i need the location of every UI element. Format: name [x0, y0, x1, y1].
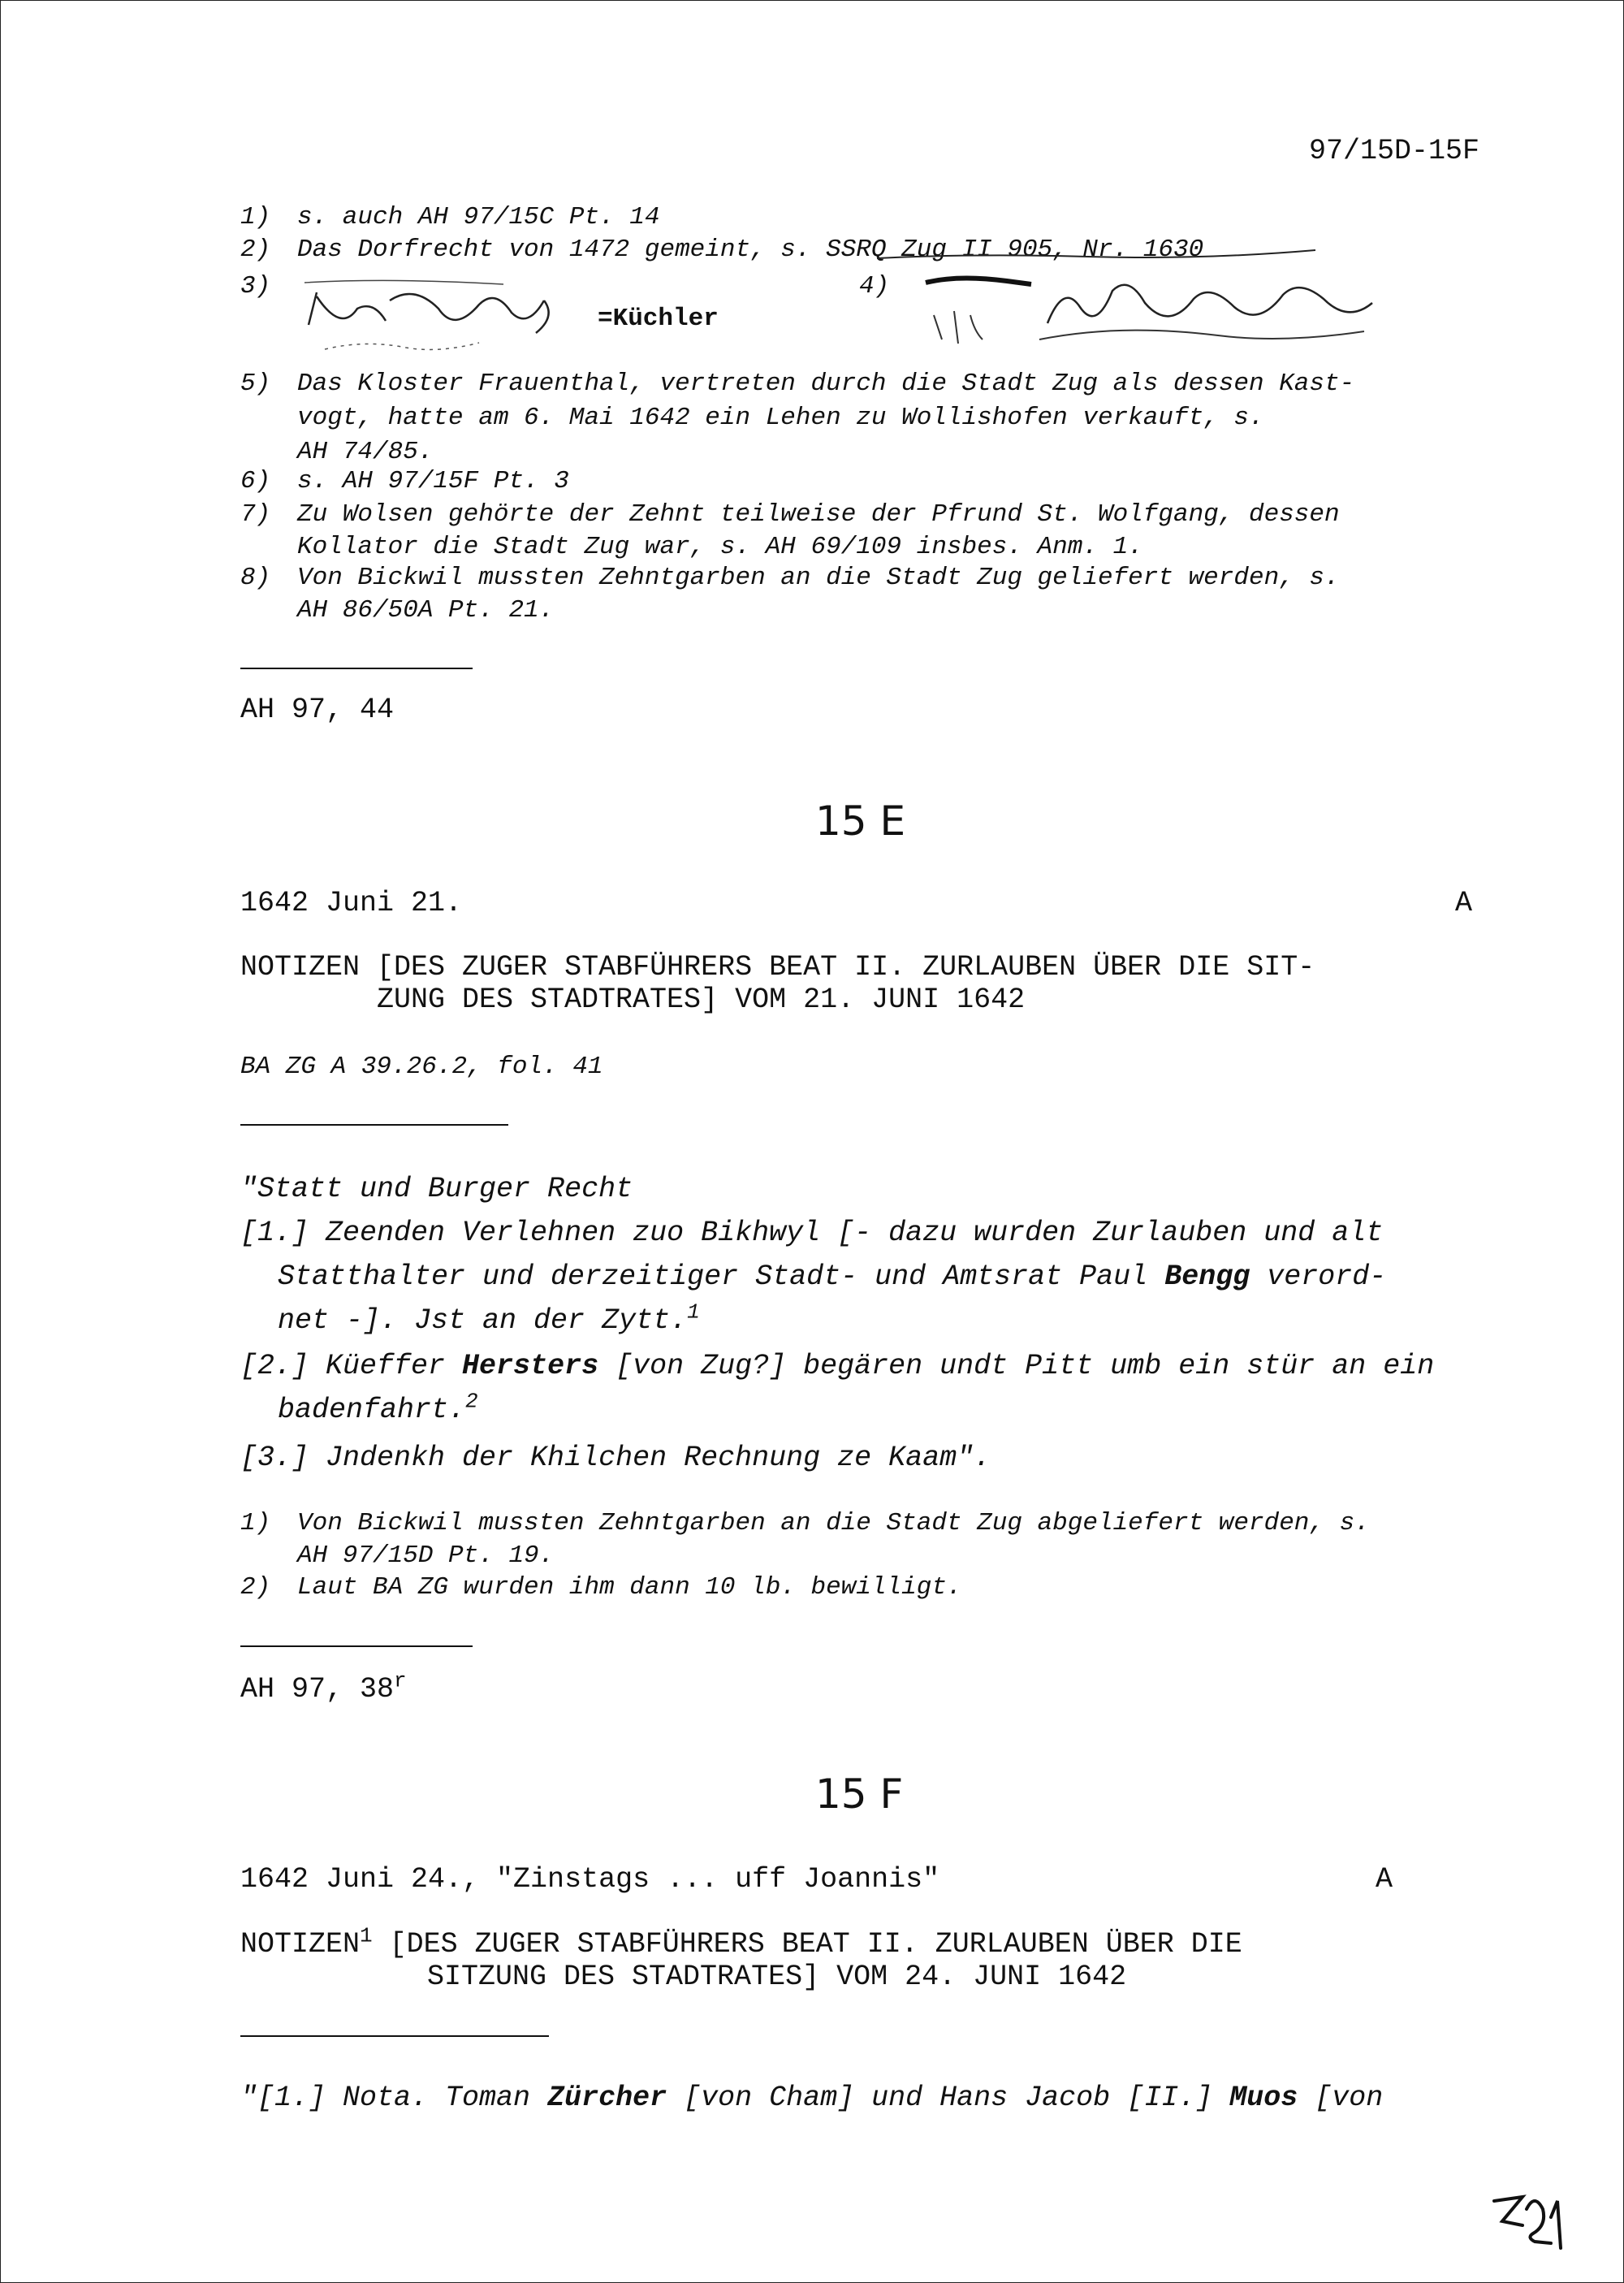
section-e-footnote-2: 2) Laut BA ZG wurden ihm dann 10 lb. bewilligt. — [240, 1573, 962, 1602]
page-reference: 97/15D-15F — [1308, 135, 1479, 167]
section-e-item-2-line-2: badenfahrt.$^2$ — [278, 1389, 478, 1426]
section-e-item-3: [3.] Jndenkh der Khilchen Rechnung ze Kaam". — [240, 1442, 991, 1474]
section-e-footnote-1: 1) Von Bickwil mussten Zehntgarben an die Stadt Zug abgeliefert werden, s. AH 97/15D Pt. 19. — [240, 1509, 1370, 1570]
section-f-item-1: "[1.] Nota. Toman Zürcher [von Cham] und Hans Jacob [II.] Muos [von — [240, 2082, 1384, 2114]
section-e-source: BA ZG A 39.26.2, fol. 41 — [240, 1053, 603, 1081]
handwritten-name-image-3 — [292, 276, 577, 357]
section-e-title-line-1: NOTIZEN [DES ZUGER STABFÜHRERS BEAT II. ZURLAUBEN ÜBER DIE SIT- — [240, 951, 1315, 984]
section-e-item-1-line-3: net -]. Jst an der Zytt.$^1$ — [278, 1299, 700, 1337]
underline-scribble — [877, 244, 1324, 268]
footnote-5: 5) Das Kloster Frauenthal, vertreten durch die Stadt Zug als dessen Kast- vogt, hatte am 6. Mai 1642 ein Lehen zu Wollishofen verkauft, s. AH 74/85. — [240, 370, 1355, 466]
footnote-2: 2) Das Dorfrecht von 1472 gemeint, s. SSRQ Zug II 905, Nr. 1630 — [240, 236, 1204, 264]
footnote-3-number: 3) — [240, 272, 271, 301]
section-e-mark: A — [1455, 887, 1473, 919]
divider — [240, 2035, 549, 2037]
section-e-title-line-2: ZUNG DES STADTRATES] VOM 21. JUNI 1642 — [377, 984, 1026, 1016]
footnote-8: 8) Von Bickwil mussten Zehntgarben an die Stadt Zug geliefert werden, s. AH 86/50A Pt. 21. — [240, 564, 1340, 625]
footnote-7: 7) Zu Wolsen gehörte der Zehnt teilweise der Pfrund St. Wolfgang, dessen Kollator die Stadt Zug war, s. AH 69/109 insbes. Anm. 1. — [240, 500, 1340, 561]
section-heading-15f: 15 F — [815, 1771, 904, 1818]
footnote-4-number: 4) — [859, 272, 890, 301]
section-e-item-1-line-1: [1.] Zeenden Verlehnen zuo Bikhwyl [- dazu wurden Zurlauben und alt — [240, 1217, 1384, 1249]
section-e-date: 1642 Juni 21. — [240, 887, 463, 919]
archive-reference-1: AH 97, 44 — [240, 694, 395, 726]
divider — [240, 1645, 473, 1647]
section-f-date: 1642 Juni 24., "Zinstags ... uff Joannis" — [240, 1863, 940, 1896]
section-e-text-heading: "Statt und Burger Recht — [240, 1173, 633, 1205]
section-e-item-2-line-1: [2.] Küeffer Hersters [von Zug?] begären undt Pitt umb ein stür an ein — [240, 1350, 1435, 1382]
handwritten-page-number-image — [1486, 2185, 1575, 2258]
footnote-6: 6) s. AH 97/15F Pt. 3 — [240, 467, 569, 495]
footnote-3-equals: =Küchler — [598, 305, 719, 333]
handwritten-script-image-4 — [909, 266, 1397, 356]
section-f-title-line-2: SITZUNG DES STADTRATES] VOM 24. JUNI 1642 — [427, 1961, 1127, 1993]
section-f-title-line-1: NOTIZEN$^1$ [DES ZUGER STABFÜHRERS BEAT II. ZURLAUBEN ÜBER DIE — [240, 1923, 1242, 1961]
divider — [240, 668, 473, 669]
section-e-item-1-line-2: Statthalter und derzeitiger Stadt- und Amtsrat Paul Bengg verord- — [278, 1260, 1387, 1293]
footnote-1: 1) s. auch AH 97/15C Pt. 14 — [240, 203, 660, 231]
section-heading-15e: 15 E — [815, 798, 906, 845]
archive-reference-2: AH 97, 38$^r$ — [240, 1668, 407, 1706]
divider — [240, 1124, 508, 1126]
section-f-mark: A — [1376, 1863, 1393, 1896]
